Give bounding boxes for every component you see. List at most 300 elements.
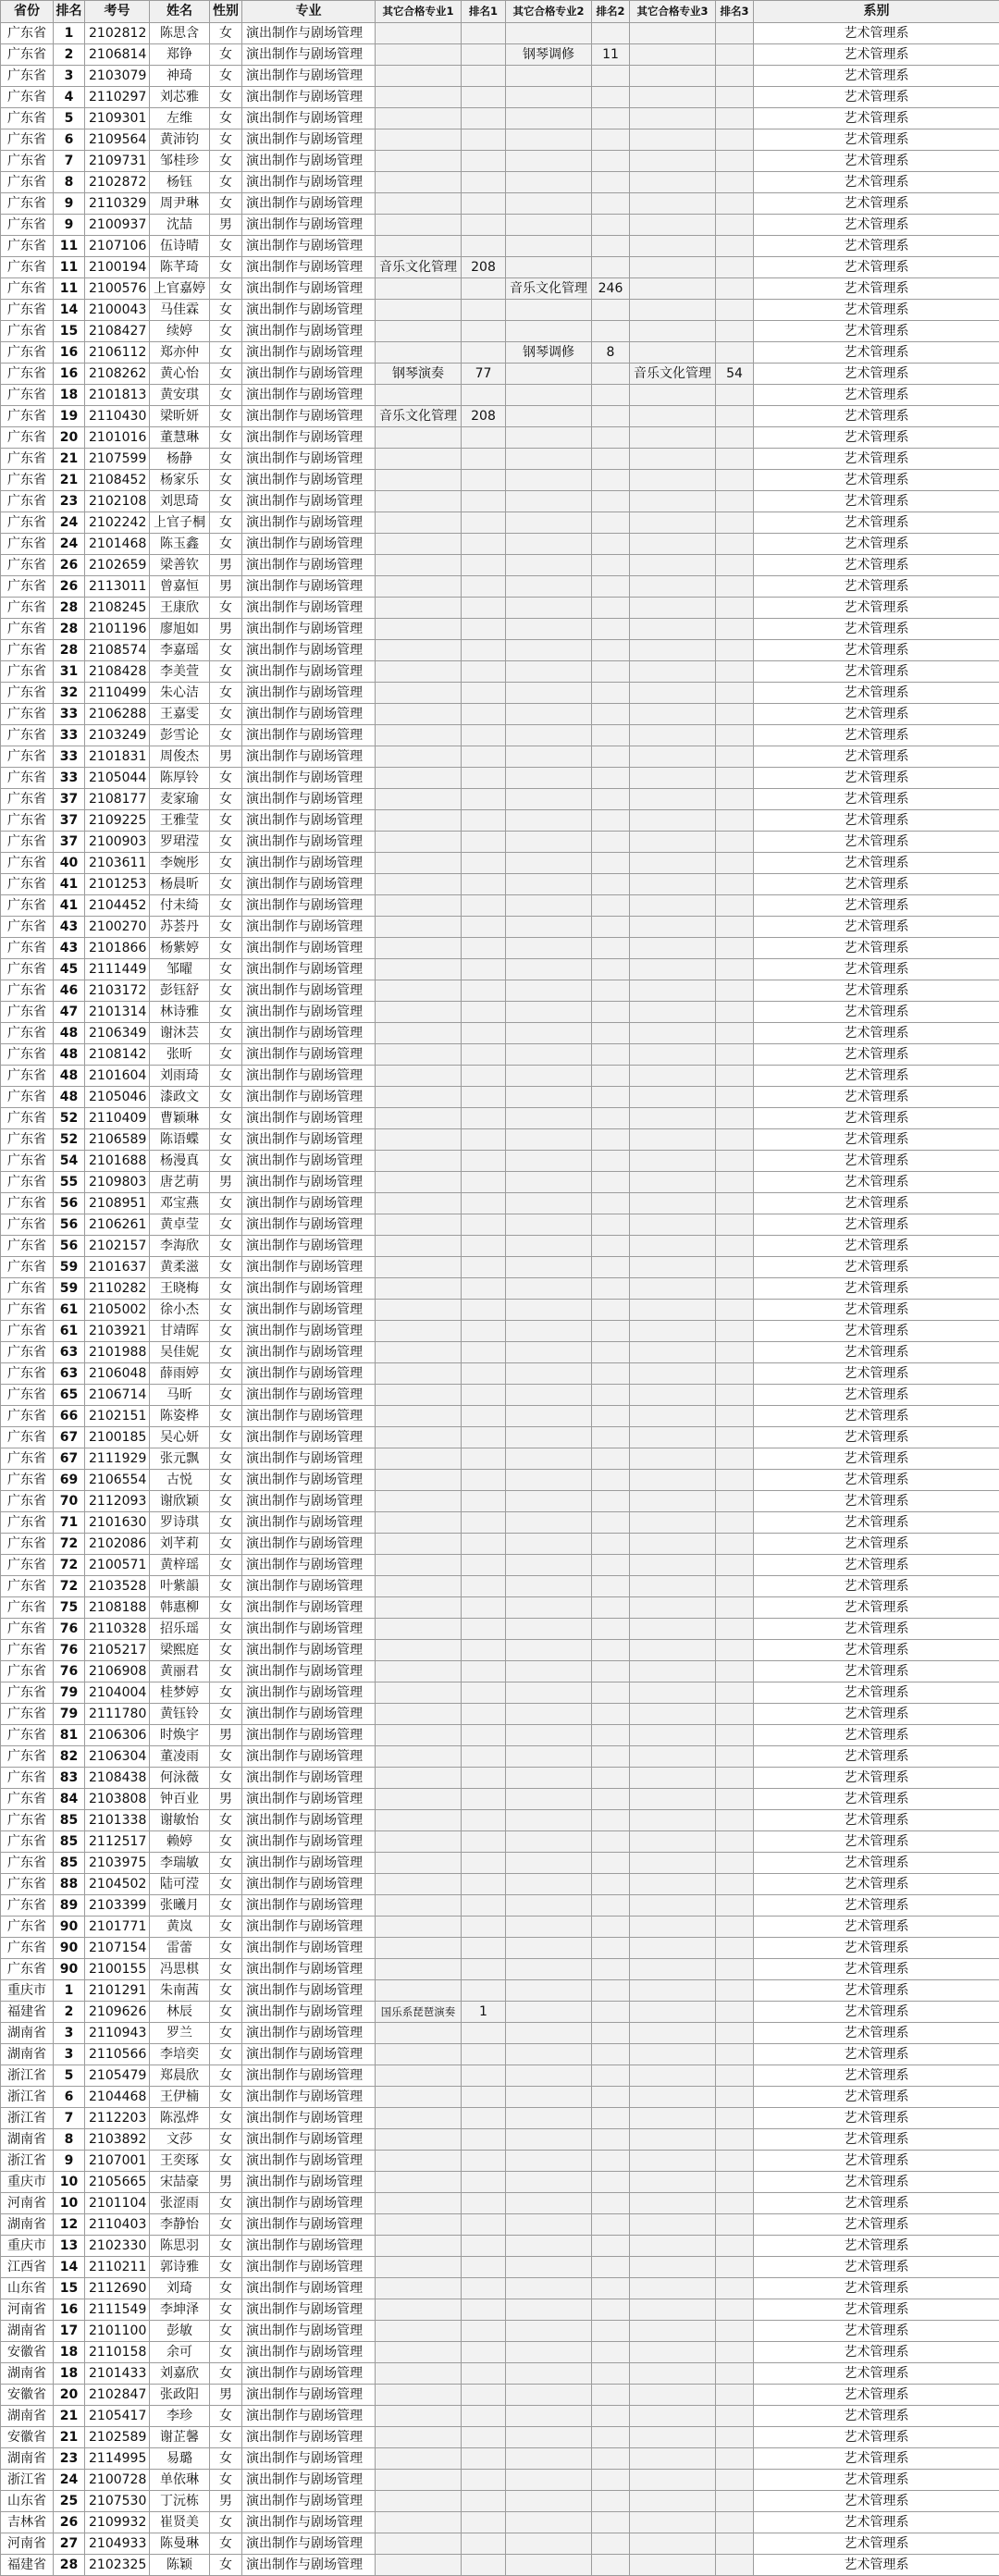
cell-other-major-2 <box>506 1385 592 1406</box>
cell-major: 演出制作与剧场管理 <box>242 2299 376 2321</box>
cell-name: 王伊楠 <box>150 2087 210 2108</box>
cell-rank-3 <box>716 406 754 427</box>
cell-other-major-2 <box>506 491 592 512</box>
cell-province: 广东省 <box>1 321 54 342</box>
cell-rank-1 <box>462 2342 506 2363</box>
cell-other-major-1 <box>376 1725 462 1746</box>
cell-rank: 82 <box>54 1746 85 1768</box>
table-row <box>1 1789 999 1810</box>
cell-rank-2 <box>592 172 630 193</box>
cell-rank-3 <box>716 1448 754 1470</box>
cell-rank-3 <box>716 2299 754 2321</box>
cell-rank-2 <box>592 2448 630 2470</box>
cell-other-major-1 <box>376 2236 462 2257</box>
table-row <box>1 1363 999 1385</box>
cell-department: 艺术管理系 <box>754 2151 999 2172</box>
cell-rank: 75 <box>54 1597 85 1619</box>
table-row <box>1 1129 999 1151</box>
cell-rank-3 <box>716 44 754 66</box>
cell-name: 甘靖晖 <box>150 1321 210 1342</box>
cell-gender: 女 <box>210 491 242 512</box>
cell-other-major-1 <box>376 746 462 768</box>
cell-rank-3 <box>716 1300 754 1321</box>
cell-rank: 4 <box>54 87 85 108</box>
cell-other-major-2 <box>506 598 592 619</box>
table-row <box>1 2299 999 2321</box>
cell-rank-1 <box>462 2129 506 2151</box>
cell-province: 广东省 <box>1 1768 54 1789</box>
cell-other-major-1 <box>376 1959 462 1980</box>
cell-province: 湖南省 <box>1 2363 54 2385</box>
cell-gender: 女 <box>210 1300 242 1321</box>
header-rank: 排名 <box>54 1 85 23</box>
cell-exam-no: 2111449 <box>85 959 150 980</box>
cell-other-major-3 <box>630 2044 716 2065</box>
cell-other-major-1 <box>376 1193 462 1214</box>
cell-rank: 8 <box>54 172 85 193</box>
cell-rank: 19 <box>54 406 85 427</box>
cell-rank: 15 <box>54 2278 85 2299</box>
cell-other-major-1 <box>376 2342 462 2363</box>
cell-province: 广东省 <box>1 300 54 321</box>
cell-province: 广东省 <box>1 555 54 576</box>
cell-exam-no: 2101468 <box>85 534 150 555</box>
cell-major: 演出制作与剧场管理 <box>242 66 376 87</box>
cell-rank-1 <box>462 832 506 853</box>
table-row <box>1 1597 999 1619</box>
cell-rank: 56 <box>54 1236 85 1257</box>
cell-other-major-2 <box>506 427 592 449</box>
cell-department: 艺术管理系 <box>754 1704 999 1725</box>
cell-rank-3 <box>716 598 754 619</box>
cell-rank-3 <box>716 1576 754 1597</box>
cell-rank-1 <box>462 491 506 512</box>
cell-rank: 66 <box>54 1406 85 1427</box>
cell-other-major-1 <box>376 2321 462 2342</box>
cell-other-major-2 <box>506 1831 592 1853</box>
table-row <box>1 598 999 619</box>
cell-name: 曾嘉恒 <box>150 576 210 598</box>
table-row <box>1 151 999 172</box>
cell-name: 何泳薇 <box>150 1768 210 1789</box>
cell-other-major-2 <box>506 2087 592 2108</box>
cell-rank-1 <box>462 1300 506 1321</box>
cell-other-major-3 <box>630 2512 716 2533</box>
cell-other-major-1 <box>376 193 462 215</box>
cell-rank-2 <box>592 364 630 385</box>
cell-other-major-3 <box>630 1512 716 1534</box>
cell-gender: 女 <box>210 470 242 491</box>
cell-province: 广东省 <box>1 406 54 427</box>
cell-rank-1 <box>462 87 506 108</box>
cell-other-major-1 <box>376 938 462 959</box>
cell-rank-2 <box>592 980 630 1002</box>
cell-rank-2 <box>592 534 630 555</box>
cell-rank-3 <box>716 1640 754 1661</box>
cell-rank: 21 <box>54 2406 85 2427</box>
cell-rank-3 <box>716 1682 754 1704</box>
cell-major: 演出制作与剧场管理 <box>242 1704 376 1725</box>
cell-other-major-2 <box>506 2533 592 2555</box>
cell-other-major-1 <box>376 2448 462 2470</box>
cell-rank: 65 <box>54 1385 85 1406</box>
cell-rank-2 <box>592 853 630 874</box>
cell-rank: 56 <box>54 1214 85 1236</box>
cell-name: 陈思含 <box>150 23 210 44</box>
cell-rank: 11 <box>54 236 85 257</box>
cell-rank-1 <box>462 1661 506 1682</box>
cell-rank-1 <box>462 1938 506 1959</box>
cell-province: 浙江省 <box>1 2470 54 2491</box>
cell-major: 演出制作与剧场管理 <box>242 2236 376 2257</box>
cell-other-major-1 <box>376 2044 462 2065</box>
cell-other-major-1 <box>376 2512 462 2533</box>
cell-other-major-2 <box>506 108 592 129</box>
cell-gender: 女 <box>210 534 242 555</box>
cell-rank-1 <box>462 1831 506 1853</box>
cell-other-major-1 <box>376 1108 462 1129</box>
cell-exam-no: 2106112 <box>85 342 150 364</box>
cell-department: 艺术管理系 <box>754 1619 999 1640</box>
cell-province: 广东省 <box>1 704 54 725</box>
cell-exam-no: 2107530 <box>85 2491 150 2512</box>
cell-rank-3 <box>716 2342 754 2363</box>
cell-province: 广东省 <box>1 215 54 236</box>
cell-province: 广东省 <box>1 1108 54 1129</box>
cell-rank: 90 <box>54 1917 85 1938</box>
cell-department: 艺术管理系 <box>754 1044 999 1066</box>
cell-rank-2 <box>592 2214 630 2236</box>
cell-rank: 59 <box>54 1278 85 1300</box>
cell-gender: 女 <box>210 385 242 406</box>
cell-province: 广东省 <box>1 491 54 512</box>
cell-rank: 63 <box>54 1342 85 1363</box>
cell-department: 艺术管理系 <box>754 704 999 725</box>
cell-major: 演出制作与剧场管理 <box>242 2023 376 2044</box>
cell-other-major-1 <box>376 1427 462 1448</box>
cell-rank-2 <box>592 2342 630 2363</box>
cell-other-major-3 <box>630 172 716 193</box>
cell-other-major-2 <box>506 2044 592 2065</box>
cell-other-major-1 <box>376 1129 462 1151</box>
cell-department: 艺术管理系 <box>754 1917 999 1938</box>
cell-name: 上官子桐 <box>150 512 210 534</box>
cell-other-major-3 <box>630 2448 716 2470</box>
cell-rank-3 <box>716 874 754 895</box>
cell-exam-no: 2101831 <box>85 746 150 768</box>
cell-rank-1 <box>462 2321 506 2342</box>
cell-gender: 女 <box>210 236 242 257</box>
table-row <box>1 1491 999 1512</box>
cell-gender: 女 <box>210 1023 242 1044</box>
cell-rank-2 <box>592 257 630 278</box>
cell-rank-3 <box>716 1597 754 1619</box>
cell-other-major-2 <box>506 1661 592 1682</box>
cell-other-major-3 <box>630 1874 716 1895</box>
cell-rank-1 <box>462 1321 506 1342</box>
cell-department: 艺术管理系 <box>754 1534 999 1555</box>
cell-other-major-1 <box>376 2470 462 2491</box>
cell-other-major-3 <box>630 470 716 491</box>
cell-other-major-3 <box>630 895 716 917</box>
cell-rank-2 <box>592 1810 630 1831</box>
cell-department: 艺术管理系 <box>754 1087 999 1108</box>
cell-other-major-2 <box>506 1108 592 1129</box>
cell-major: 演出制作与剧场管理 <box>242 1002 376 1023</box>
cell-other-major-3 <box>630 1108 716 1129</box>
cell-exam-no: 2110430 <box>85 406 150 427</box>
cell-gender: 女 <box>210 406 242 427</box>
cell-rank-3 <box>716 1066 754 1087</box>
table-row <box>1 2406 999 2427</box>
cell-rank-2 <box>592 1427 630 1448</box>
cell-other-major-2 <box>506 1023 592 1044</box>
table-row <box>1 512 999 534</box>
cell-other-major-2 <box>506 2193 592 2214</box>
table-row <box>1 172 999 193</box>
cell-province: 广东省 <box>1 1236 54 1257</box>
cell-other-major-3 <box>630 725 716 746</box>
cell-major: 演出制作与剧场管理 <box>242 1448 376 1470</box>
cell-major: 演出制作与剧场管理 <box>242 2448 376 2470</box>
cell-gender: 女 <box>210 1066 242 1087</box>
cell-major: 演出制作与剧场管理 <box>242 534 376 555</box>
cell-department: 艺术管理系 <box>754 1172 999 1193</box>
cell-province: 广东省 <box>1 1385 54 1406</box>
cell-exam-no: 2111780 <box>85 1704 150 1725</box>
cell-province: 福建省 <box>1 2002 54 2023</box>
cell-name: 林辰 <box>150 2002 210 2023</box>
cell-major: 演出制作与剧场管理 <box>242 810 376 832</box>
table-row <box>1 1640 999 1661</box>
cell-department: 艺术管理系 <box>754 1746 999 1768</box>
cell-rank-3 <box>716 619 754 640</box>
cell-other-major-1 <box>376 1300 462 1321</box>
cell-rank-1 <box>462 1257 506 1278</box>
cell-name: 黄丽君 <box>150 1661 210 1682</box>
cell-other-major-1 <box>376 1597 462 1619</box>
cell-gender: 女 <box>210 512 242 534</box>
cell-department: 艺术管理系 <box>754 1491 999 1512</box>
cell-rank-2 <box>592 1278 630 1300</box>
cell-rank-3 <box>716 1874 754 1895</box>
cell-rank-3 <box>716 1363 754 1385</box>
cell-other-major-1 <box>376 1640 462 1661</box>
cell-rank-2 <box>592 2406 630 2427</box>
cell-other-major-3 <box>630 1321 716 1342</box>
cell-other-major-1 <box>376 1576 462 1597</box>
cell-other-major-2 <box>506 2555 592 2576</box>
cell-major: 演出制作与剧场管理 <box>242 1746 376 1768</box>
cell-name: 王嘉雯 <box>150 704 210 725</box>
cell-rank: 76 <box>54 1619 85 1640</box>
cell-rank-1 <box>462 683 506 704</box>
cell-major: 演出制作与剧场管理 <box>242 87 376 108</box>
cell-other-major-1 <box>376 1682 462 1704</box>
cell-other-major-3 <box>630 108 716 129</box>
cell-rank-2 <box>592 2236 630 2257</box>
cell-rank: 1 <box>54 1980 85 2002</box>
cell-gender: 女 <box>210 2470 242 2491</box>
cell-other-major-1 <box>376 2214 462 2236</box>
cell-province: 山东省 <box>1 2491 54 2512</box>
cell-other-major-2 <box>506 1214 592 1236</box>
cell-gender: 女 <box>210 1406 242 1427</box>
cell-province: 江西省 <box>1 2257 54 2278</box>
cell-gender: 女 <box>210 151 242 172</box>
cell-rank-1 <box>462 512 506 534</box>
cell-exam-no: 2110329 <box>85 193 150 215</box>
cell-rank-1 <box>462 1895 506 1917</box>
cell-rank-1 <box>462 1151 506 1172</box>
cell-province: 广东省 <box>1 853 54 874</box>
cell-rank-1 <box>462 2406 506 2427</box>
cell-rank-1 <box>462 2236 506 2257</box>
cell-rank-2 <box>592 2363 630 2385</box>
cell-department: 艺术管理系 <box>754 215 999 236</box>
cell-other-major-3 <box>630 1555 716 1576</box>
cell-major: 演出制作与剧场管理 <box>242 1831 376 1853</box>
cell-name: 王雅莹 <box>150 810 210 832</box>
cell-province: 广东省 <box>1 1214 54 1236</box>
cell-province: 广东省 <box>1 810 54 832</box>
table-row <box>1 661 999 683</box>
cell-rank-3 <box>716 1938 754 1959</box>
cell-exam-no: 2101196 <box>85 619 150 640</box>
cell-other-major-3 <box>630 2002 716 2023</box>
cell-rank-2 <box>592 768 630 789</box>
cell-other-major-3 <box>630 1151 716 1172</box>
cell-rank-3 <box>716 2512 754 2533</box>
cell-rank-1 <box>462 23 506 44</box>
cell-other-major-3 <box>630 1640 716 1661</box>
table-row <box>1 1917 999 1938</box>
table-row <box>1 2512 999 2533</box>
table-row <box>1 768 999 789</box>
cell-other-major-1 <box>376 2427 462 2448</box>
cell-department: 艺术管理系 <box>754 640 999 661</box>
cell-gender: 女 <box>210 2533 242 2555</box>
cell-rank-3 <box>716 746 754 768</box>
cell-department: 艺术管理系 <box>754 1151 999 1172</box>
cell-rank-3 <box>716 938 754 959</box>
cell-department: 艺术管理系 <box>754 2363 999 2385</box>
cell-major: 演出制作与剧场管理 <box>242 193 376 215</box>
cell-rank-1 <box>462 1682 506 1704</box>
cell-rank-1 <box>462 534 506 555</box>
cell-other-major-1 <box>376 959 462 980</box>
cell-major: 演出制作与剧场管理 <box>242 470 376 491</box>
cell-province: 重庆市 <box>1 2236 54 2257</box>
cell-name: 古悦 <box>150 1470 210 1491</box>
cell-rank-3: 54 <box>716 364 754 385</box>
cell-name: 陈姿桦 <box>150 1406 210 1427</box>
cell-major: 演出制作与剧场管理 <box>242 853 376 874</box>
cell-rank-1 <box>462 640 506 661</box>
cell-name: 谢敏怡 <box>150 1810 210 1831</box>
table-row <box>1 2023 999 2044</box>
cell-name: 彭钰舒 <box>150 980 210 1002</box>
cell-name: 王康欣 <box>150 598 210 619</box>
cell-exam-no: 2101771 <box>85 1917 150 1938</box>
cell-department: 艺术管理系 <box>754 1129 999 1151</box>
cell-major: 演出制作与剧场管理 <box>242 1342 376 1363</box>
cell-rank-2 <box>592 2023 630 2044</box>
cell-major: 演出制作与剧场管理 <box>242 917 376 938</box>
cell-department: 艺术管理系 <box>754 576 999 598</box>
cell-rank: 21 <box>54 2427 85 2448</box>
cell-major: 演出制作与剧场管理 <box>242 2002 376 2023</box>
cell-exam-no: 2100571 <box>85 1555 150 1576</box>
cell-other-major-1 <box>376 172 462 193</box>
table-row <box>1 1108 999 1129</box>
cell-major: 演出制作与剧场管理 <box>242 1066 376 1087</box>
cell-gender: 女 <box>210 172 242 193</box>
cell-other-major-1 <box>376 2129 462 2151</box>
cell-name: 黄梓瑶 <box>150 1555 210 1576</box>
cell-province: 广东省 <box>1 364 54 385</box>
cell-gender: 女 <box>210 1534 242 1555</box>
cell-rank: 72 <box>54 1534 85 1555</box>
cell-major: 演出制作与剧场管理 <box>242 1214 376 1236</box>
cell-department: 艺术管理系 <box>754 2172 999 2193</box>
table-row <box>1 2278 999 2299</box>
cell-major: 演出制作与剧场管理 <box>242 576 376 598</box>
cell-major: 演出制作与剧场管理 <box>242 1640 376 1661</box>
cell-department: 艺术管理系 <box>754 1108 999 1129</box>
cell-rank-1 <box>462 2044 506 2065</box>
cell-rank: 81 <box>54 1725 85 1746</box>
cell-gender: 女 <box>210 1491 242 1512</box>
cell-exam-no: 2100043 <box>85 300 150 321</box>
cell-rank-1 <box>462 151 506 172</box>
cell-department: 艺术管理系 <box>754 66 999 87</box>
cell-name: 李坤泽 <box>150 2299 210 2321</box>
cell-other-major-3 <box>630 1363 716 1385</box>
cell-exam-no: 2109626 <box>85 2002 150 2023</box>
table-row <box>1 1257 999 1278</box>
cell-rank-3 <box>716 980 754 1002</box>
cell-rank-3 <box>716 1044 754 1066</box>
cell-province: 广东省 <box>1 151 54 172</box>
table-row <box>1 1406 999 1427</box>
cell-other-major-2 <box>506 1576 592 1597</box>
cell-other-major-1 <box>376 321 462 342</box>
cell-other-major-2 <box>506 2065 592 2087</box>
cell-exam-no: 2103611 <box>85 853 150 874</box>
table-row <box>1 2321 999 2342</box>
cell-other-major-3 <box>630 2065 716 2087</box>
cell-other-major-3 <box>630 2533 716 2555</box>
cell-rank-1 <box>462 1576 506 1597</box>
cell-rank: 70 <box>54 1491 85 1512</box>
cell-exam-no: 2103528 <box>85 1576 150 1597</box>
cell-rank-1 <box>462 789 506 810</box>
cell-major: 演出制作与剧场管理 <box>242 1257 376 1278</box>
cell-other-major-2 <box>506 2129 592 2151</box>
cell-rank: 18 <box>54 2363 85 2385</box>
cell-rank-1 <box>462 1768 506 1789</box>
cell-rank-2 <box>592 832 630 853</box>
cell-major: 演出制作与剧场管理 <box>242 1597 376 1619</box>
cell-rank: 79 <box>54 1704 85 1725</box>
cell-other-major-2 <box>506 129 592 151</box>
cell-gender: 男 <box>210 2385 242 2406</box>
cell-rank-1: 1 <box>462 2002 506 2023</box>
cell-department: 艺术管理系 <box>754 129 999 151</box>
table-row <box>1 980 999 1002</box>
cell-other-major-1 <box>376 1746 462 1768</box>
